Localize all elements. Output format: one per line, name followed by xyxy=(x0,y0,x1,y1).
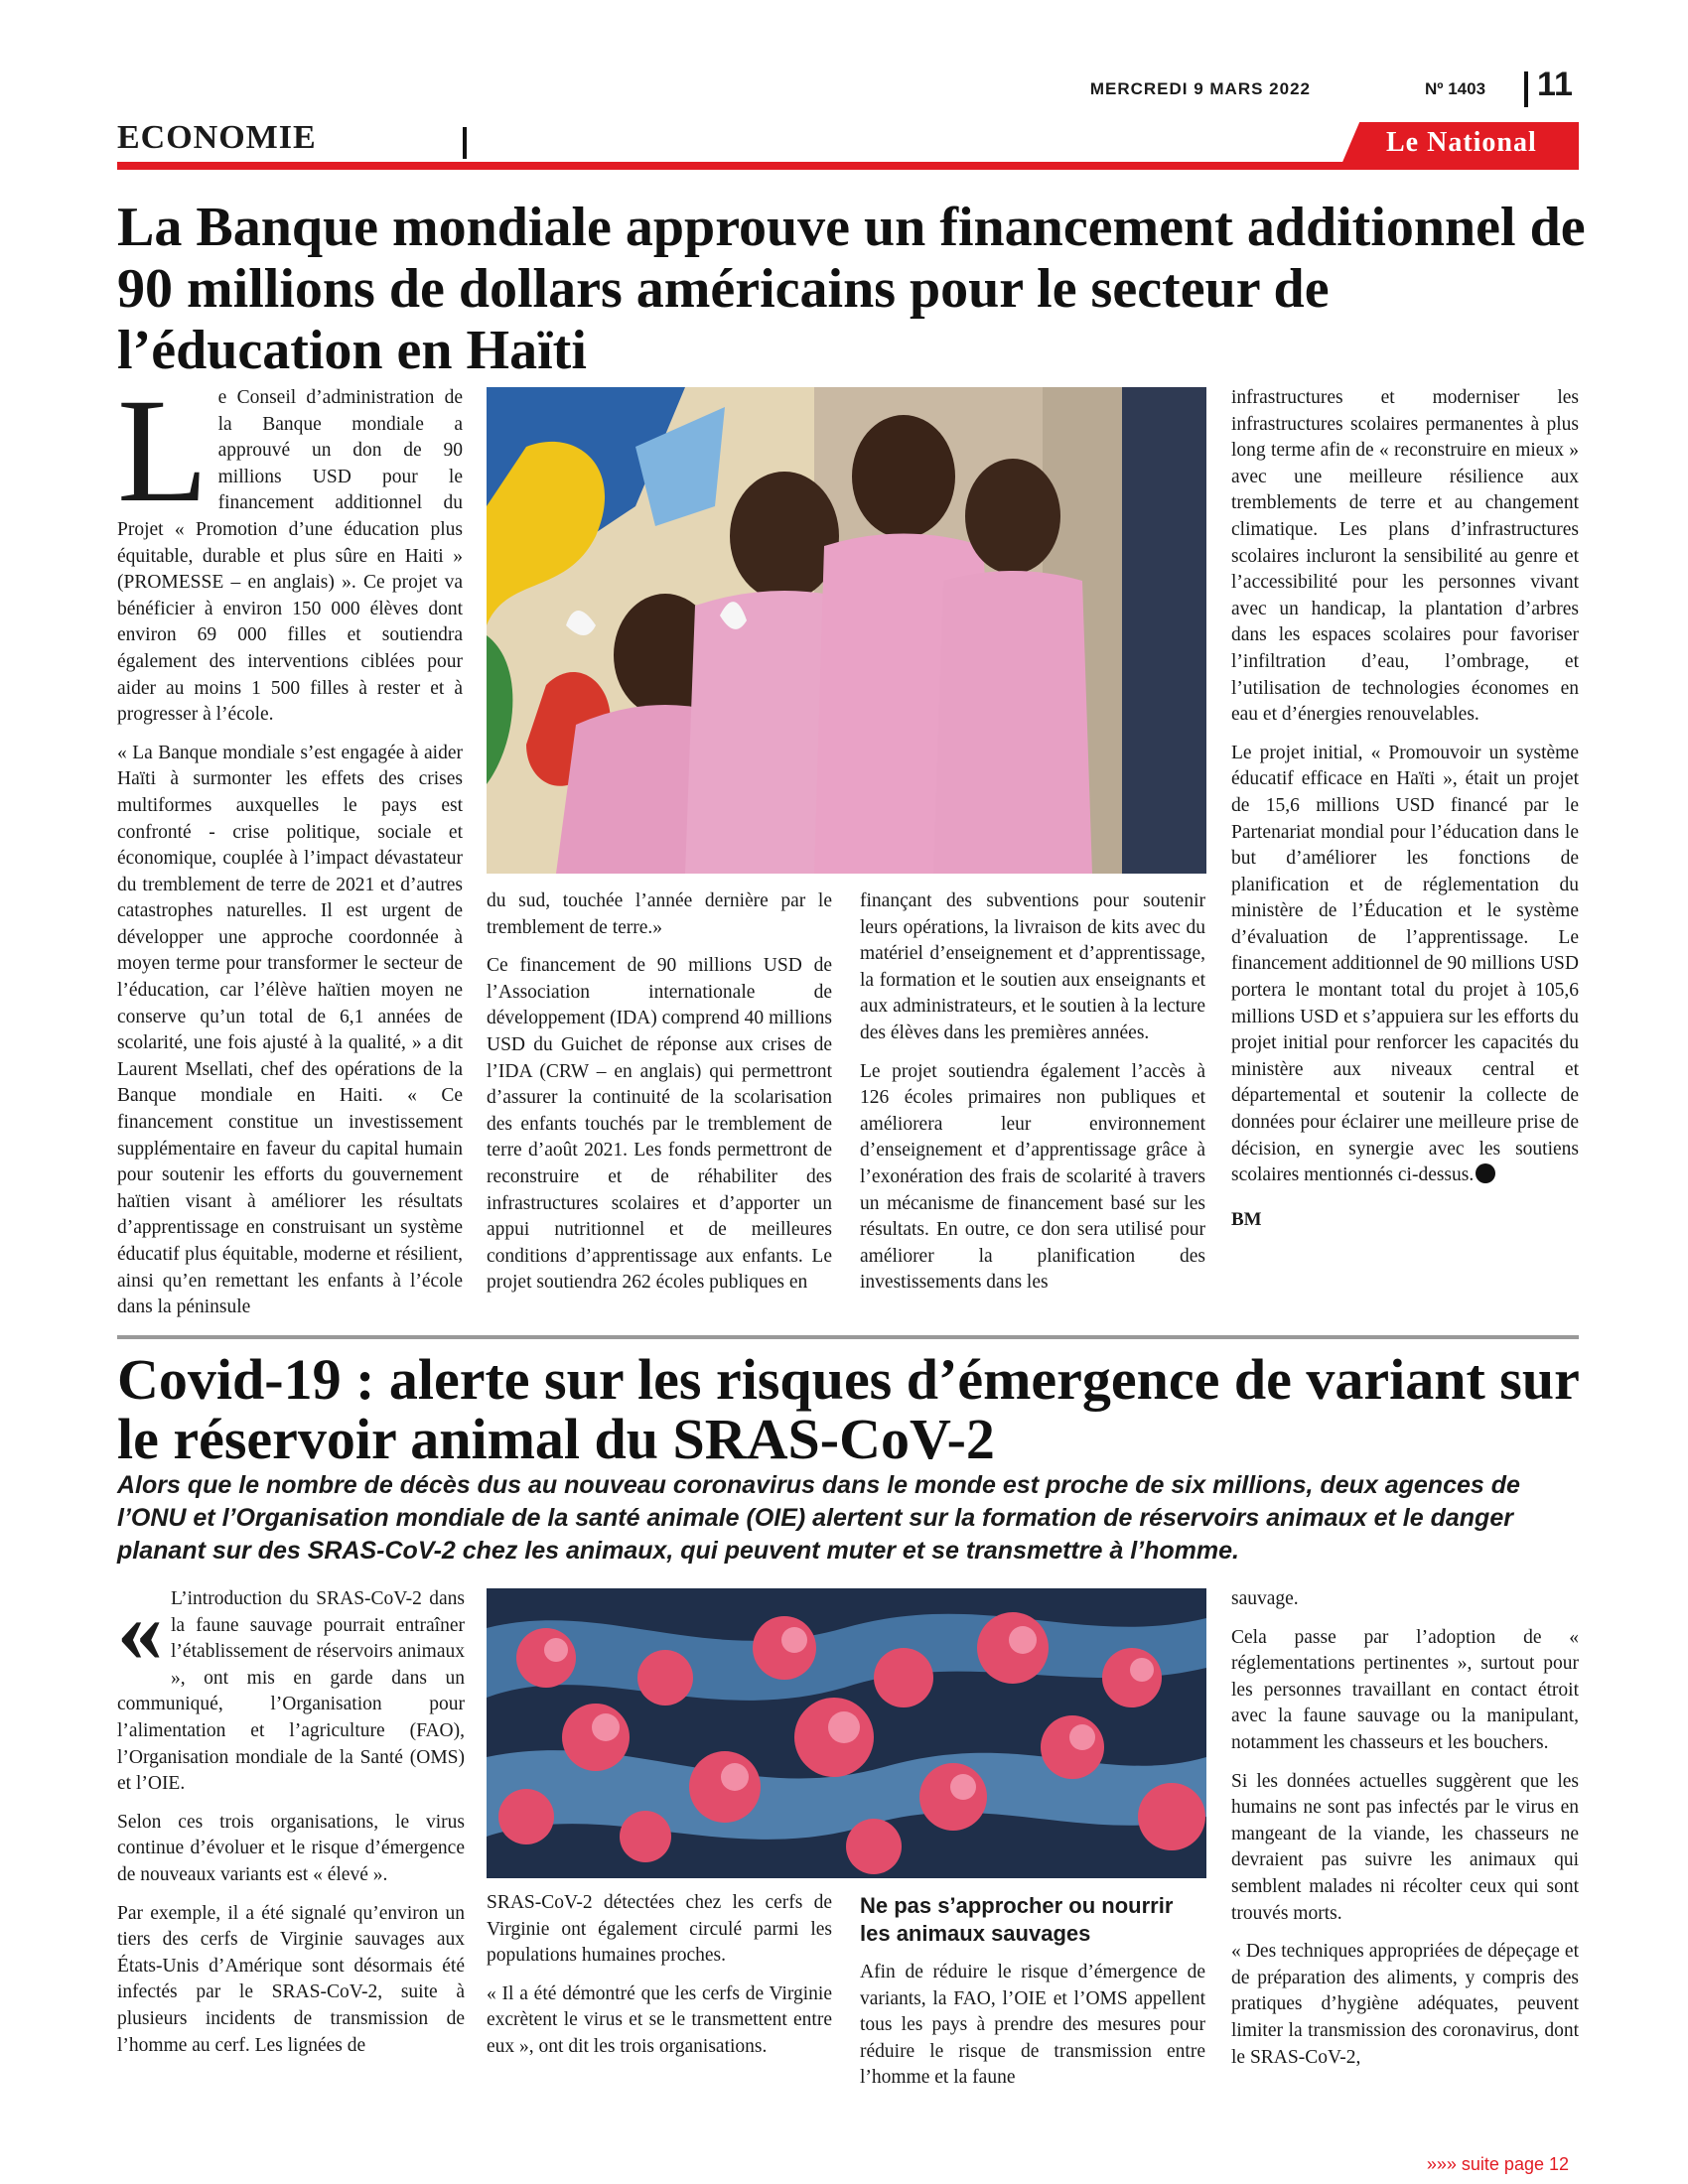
article1-paragraph: Le projet soutiendra également l’accès à 126 écoles primaires non publiques et améliorera leur environnement d’enseignement et d’apprentissage grâce à l’exonération des frais de scolarité à travers un mécanisme de financement basé sur les résultats. En outre, ce don sera utilisé pour améliorer la planification des investissements dans les xyxy=(860,1060,1205,1294)
article1-paragraph: finançant des subventions pour soutenir leurs opérations, la livraison de kits avec du matériel d’enseignement et d’apprentissage, la formation et le soutien aux enseignants et aux administrateurs, et le soutien à la lecture des élèves dans les premières années. xyxy=(860,890,1205,1043)
article2-column-4 xyxy=(1231,1586,1579,2083)
article2-paragraph: Cela passe par l’adoption de « réglementations pertinentes », surtout pour les personnes travaillant en contact étroit avec la faune sauvage ou la manipulant, notamment les chasseurs et les bouchers. xyxy=(1231,1626,1579,1753)
drop-cap: L xyxy=(117,368,209,533)
photo-schoolchildren xyxy=(487,387,1206,874)
end-of-article-icon xyxy=(1476,1163,1495,1183)
article2-paragraph: Si les données actuelles suggèrent que les humains ne sont pas infectés par le virus en mangeant de la viande, les chasseurs ne devraient pas suivre les animaux qui semblent malades ni récolter ceux qui sont trouvés morts. xyxy=(1231,1770,1579,1924)
article2-paragraph: SRAS-CoV-2 détectées chez les cerfs de Virginie ont également circulé parmi les populations humaines proches. xyxy=(487,1892,832,1967)
newspaper-name: Le National xyxy=(1386,127,1537,158)
section-title: ECONOMIE xyxy=(117,119,317,156)
article2-standfirst: Alors que le nombre de décès dus au nouveau coronavirus dans le monde est proche de six millions, deux agences de l’ONU et l’Organisation mondiale de la santé animale (OIE) alertent sur la formation de réservoirs animaux et le danger planant sur des SRAS-CoV-2 chez les animaux, qui peuvent muter et se transmettre à l’homme. xyxy=(117,1471,1520,1565)
photo-virus-particles xyxy=(487,1588,1206,1878)
issue-number: Nº 1403 xyxy=(1425,79,1486,98)
article1-column-4 xyxy=(1231,385,1579,1245)
article-divider xyxy=(117,1335,1579,1339)
article2-paragraph: « Des techniques appropriées de dépeçage et de préparation des aliments, y compris des pratiques d’hygiène adéquates, peuvent limiter la transmission des coronavirus, dont le SRAS-CoV-2, xyxy=(1231,1941,1579,2068)
page-number-separator xyxy=(1524,71,1528,107)
continued-on-page-link[interactable]: »»» suite page 12 xyxy=(1426,2154,1569,2174)
article2-paragraph: Afin de réduire le risque d’émergence de variants, la FAO, l’OIE et l’OMS appellent tous les pays à prendre des mesures pour réduire le risque de transmission entre l’homme et la faune xyxy=(860,1962,1205,2089)
article1-paragraph: « La Banque mondiale s’est engagée à aider Haïti à surmonter les effets des crises multiformes auxquelles le pays est confronté - crise politique, sociale et économique, couplée à l’impact dévastateur du tremblement de terre de 2021 et d’autres catastrophes naturelles. Il est urgent de développer une approche coordonnée à moyen terme pour transformer le secteur de l’éducation, car l’élève haïtien moyen ne conserve qu’un total de 6,1 années de scolarité, une fois ajusté à la qualité, » a dit Laurent Msellati, chef des opérations de la Banque mondiale en Haiti. « Ce financement constitue un investissement supplémentaire en faveur du capital humain pour soutenir les efforts du gouvernement haïtien visant à améliorer les résultats d’apprentissage en construisant un système éducatif plus équitable, moderne et résilient, ainsi qu’en remettant les enfants à l’école dans la péninsule xyxy=(117,742,463,1318)
section-separator xyxy=(463,127,467,159)
article2-headline: Covid-19 : alerte sur les risques d’émergence de variant sur le réservoir animal du SRAS-CoV-2 xyxy=(117,1347,1579,1471)
article2-paragraph: Par exemple, il a été signalé qu’environ un tiers des cerfs de Virginie sauvages aux États-Unis d’Amérique sont désormais été infectés par le SRAS-CoV-2, suite à plusieurs incidents de transmission de l’homme au cerf. Les lignées de xyxy=(117,1902,465,2056)
article1-paragraph: Ce financement de 90 millions USD de l’Association internationale de développement (IDA) comprend 40 millions USD du Guichet de réponse aux crises de l’IDA (CRW – en anglais) qui permettront d’assurer la continuité de la scolarisation des enfants touchés par le tremblement de terre d’août 2021. Les fonds permettront de reconstruire et de réhabiliter des infrastructures scolaires et d’apporter un appui nutritionnel et de meilleures conditions d’apprentissage aux enfants. Le projet soutiendra 262 écoles publiques en xyxy=(487,955,832,1294)
page-number: 11 xyxy=(1537,66,1573,103)
article2-subheading: Ne pas s’approcher ou nourrir les animaux sauvages xyxy=(860,1893,1174,1946)
issue-date: MERCREDI 9 MARS 2022 xyxy=(1089,79,1311,98)
article2-column-1 xyxy=(117,1579,465,2071)
article2-column-2 xyxy=(487,1890,832,2073)
drop-quote-mark: « xyxy=(117,1579,163,1681)
article1-byline: BM xyxy=(1231,1208,1262,1230)
article1-paragraph: infrastructures et moderniser les infrastructures scolaires permanentes à plus long terme afin de « reconstruire en mieux » avec une meilleure résilience aux tremblements de terre et au changement climatique. Les plans d’infrastructures scolaires incluront la sensibilité au genre et l’accessibilité pour les personnes vivant avec un handicap, la plantation d’arbres dans les espaces scolaires pour favoriser l’infiltration d’eau, l’ombrage, et l’utilisation de technologies économes en eau et d’énergies renouvelables. xyxy=(1231,387,1579,726)
article1-headline: La Banque mondiale approuve un financement additionnel de 90 millions de dollars américains pour le secteur de l’éducation en Haïti xyxy=(117,197,1586,381)
article1-paragraph: Le Conseil d’administration de la Banque mondiale a approuvé un don de 90 millions USD pour le financement additionnel du Projet « Promotion d’une éducation plus équitable, durable et plus sûre en Haiti » (PROMESSE – en anglais) ». Ce projet va bénéficier à environ 150 000 élèves dont environ 69 000 filles et soutiendra également des interventions ciblées pour aider au moins 1 500 filles à rester et à progresser à l’école. xyxy=(117,368,463,726)
article2-paragraph: Selon ces trois organisations, le virus continue d’évoluer et le risque d’émergence de nouveaux variants est « élevé ». xyxy=(117,1811,465,1885)
article1-paragraph: Le projet initial, « Promouvoir un système éducatif efficace en Haïti », était un projet de 15,6 millions USD financé par le Partenariat mondial pour l’éducation dans le but d’améliorer les fonctions de planification et de réglementation du ministère de l’Éducation et le système d’évaluation de l’apprentissage. Le financement additionnel de 90 millions USD portera le montant total du projet à 105,6 millions USD et s’appuiera sur les efforts du projet initial pour renforcer les capacités du ministère aux niveaux central et départemental et soutenir la collecte de données pour éclairer une meilleure prise de décision, en synergie avec les soutiens scolaires mentionnés ci-dessus. xyxy=(1231,742,1579,1186)
article1-column-1 xyxy=(117,368,463,1333)
article2-paragraph: « L’introduction du SRAS-CoV-2 dans la faune sauvage pourrait entraîner l’établissement de réservoirs animaux », ont mis en garde dans un communiqué, l’Organisation pour l’alimentation et l’agriculture (FAO), l’Organisation mondiale de la Santé (OMS) et l’OIE. xyxy=(117,1579,465,1795)
article2-paragraph: sauvage. xyxy=(1231,1588,1299,1609)
header-rule xyxy=(117,162,1579,170)
article1-column-2 xyxy=(487,888,832,1308)
article2-column-3 xyxy=(860,1892,1205,2104)
article1-column-3 xyxy=(860,888,1205,1308)
article1-paragraph: du sud, touchée l’année dernière par le tremblement de terre.» xyxy=(487,890,832,938)
article2-paragraph: « Il a été démontré que les cerfs de Virginie excrètent le virus et se le transmettent entre eux », ont dit les trois organisations. xyxy=(487,1982,832,2057)
